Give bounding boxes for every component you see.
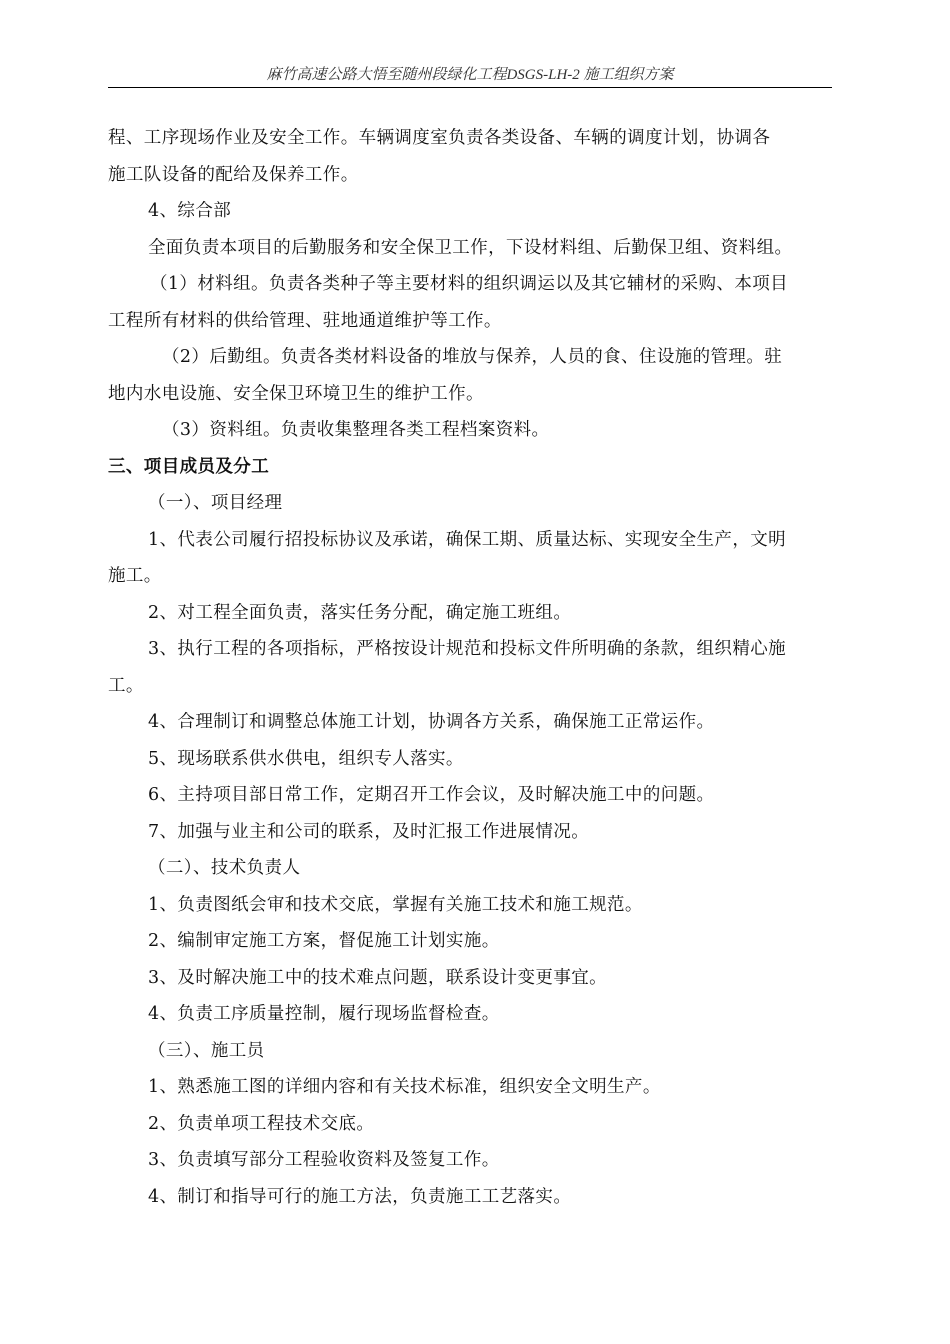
body-line: 工。 [108, 676, 144, 696]
list-item: 7、加强与业主和公司的联系，及时汇报工作进展情况。 [148, 822, 590, 842]
body-line: （2）后勤组。负责各类材料设备的堆放与保养，人员的食、住设施的管理。驻 [162, 347, 783, 367]
subsection-heading: （三）、施工员 [148, 1041, 265, 1061]
subsection-heading: （二）、技术负责人 [148, 858, 301, 878]
list-item: 4、负责工序质量控制，履行现场监督检查。 [148, 1004, 500, 1024]
list-item: 3、执行工程的各项指标，严格按设计规范和投标文件所明确的条款，组织精心施 [148, 639, 787, 659]
body-line: （1）材料组。负责各类种子等主要材料的组织调运以及其它辅材的采购、本项目 [150, 274, 789, 294]
list-item: 3、及时解决施工中的技术难点问题，联系设计变更事宜。 [148, 968, 608, 988]
body-line: 全面负责本项目的后勤服务和安全保卫工作，下设材料组、后勤保卫组、资料组。 [148, 238, 793, 258]
body-line: （3）资料组。负责收集整理各类工程档案资料。 [162, 420, 550, 440]
list-item: 3、负责填写部分工程验收资料及签复工作。 [148, 1150, 500, 1170]
list-item: 1、负责图纸会审和技术交底，掌握有关施工技术和施工规范。 [148, 895, 643, 915]
body-line: 工程所有材料的供给管理、驻地通道维护等工作。 [108, 311, 502, 331]
section-heading: 4、综合部 [148, 201, 232, 221]
list-item: 4、制订和指导可行的施工方法，负责施工工艺落实。 [148, 1187, 572, 1207]
list-item: 1、熟悉施工图的详细内容和有关技术标准，组织安全文明生产。 [148, 1077, 661, 1097]
list-item: 5、现场联系供水供电，组织专人落实。 [148, 749, 464, 769]
list-item: 6、主持项目部日常工作，定期召开工作会议，及时解决施工中的问题。 [148, 785, 715, 805]
page-header: 麻竹高速公路大悟至随州段绿化工程DSGS-LH-2 施工组织方案 [266, 67, 674, 83]
body-line: 地内水电设施、安全保卫环境卫生的维护工作。 [108, 384, 484, 404]
list-item: 2、编制审定施工方案，督促施工计划实施。 [148, 931, 500, 951]
list-item: 2、对工程全面负责，落实任务分配，确定施工班组。 [148, 603, 572, 623]
header-divider [108, 87, 832, 88]
list-item: 2、负责单项工程技术交底。 [148, 1114, 375, 1134]
subsection-heading: （一）、项目经理 [148, 493, 283, 513]
chapter-heading: 三、项目成员及分工 [108, 457, 270, 477]
body-line: 施工。 [108, 566, 162, 586]
body-line: 施工队设备的配给及保养工作。 [108, 165, 359, 185]
body-line: 程、工序现场作业及安全工作。车辆调度室负责各类设备、车辆的调度计划，协调各 [108, 128, 771, 148]
list-item: 1、代表公司履行招投标协议及承诺，确保工期、质量达标、实现安全生产，文明 [148, 530, 787, 550]
list-item: 4、合理制订和调整总体施工计划，协调各方关系，确保施工正常运作。 [148, 712, 715, 732]
